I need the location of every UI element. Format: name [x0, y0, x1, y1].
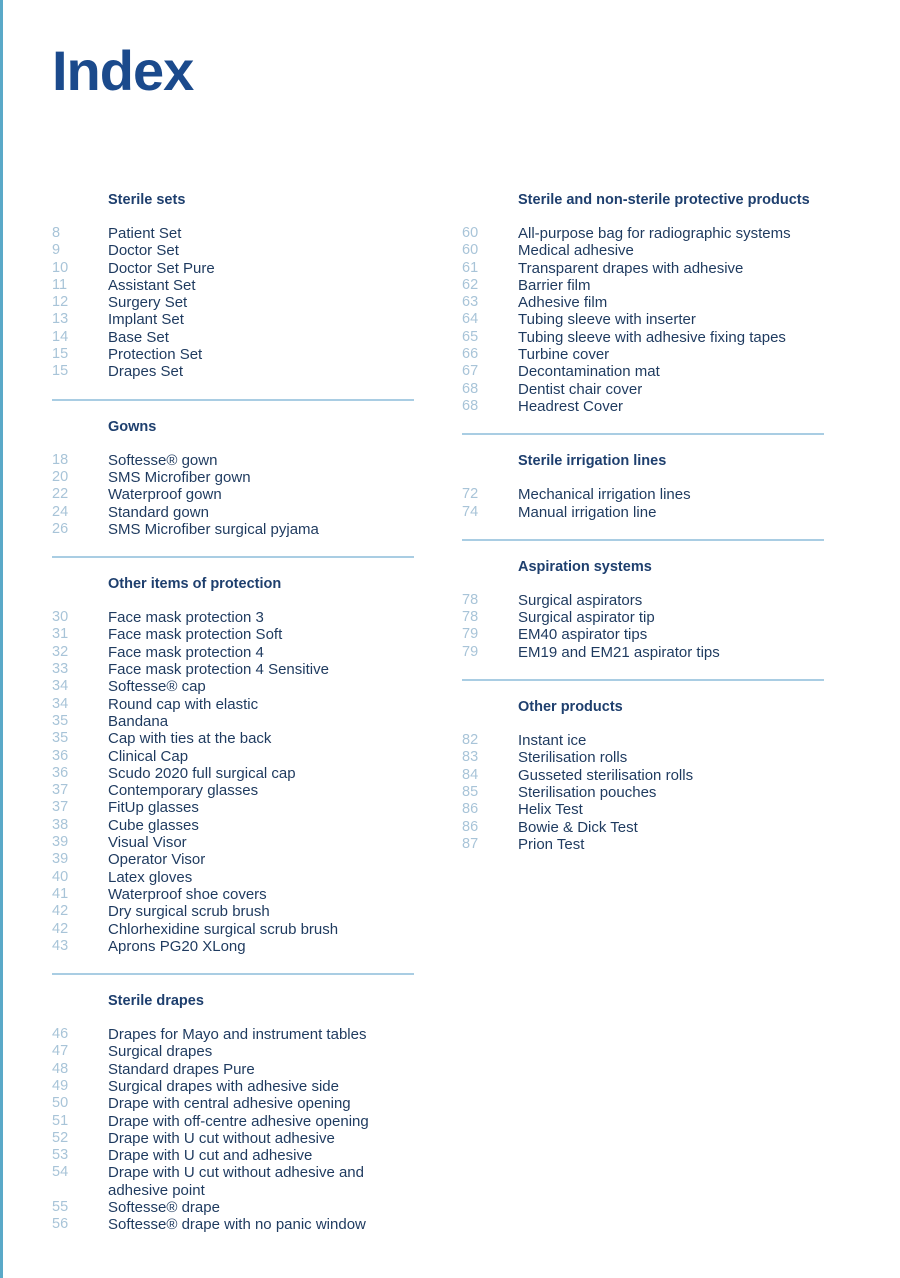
entry-label: Waterproof gown: [108, 486, 222, 504]
entry-label: EM40 aspirator tips: [518, 626, 648, 644]
entry-label: Waterproof shoe covers: [108, 885, 267, 903]
entry-label: Base Set: [108, 328, 169, 346]
index-entry[interactable]: [462, 819, 824, 836]
entry-page-number: 78: [462, 609, 479, 626]
entry-page-number: 84: [462, 766, 479, 783]
index-entry[interactable]: [462, 749, 824, 766]
index-entry[interactable]: [52, 678, 414, 695]
entry-label: Bandana: [108, 712, 169, 730]
entry-page-number: 78: [462, 591, 479, 608]
entry-page-number: 18: [52, 451, 69, 468]
entry-page-number: 51: [52, 1112, 69, 1129]
entry-label: Doctor Set Pure: [108, 259, 215, 277]
entry-label: Turbine cover: [518, 346, 610, 364]
index-entry[interactable]: [52, 748, 414, 765]
index-entry[interactable]: [462, 294, 824, 311]
index-entry[interactable]: [52, 1078, 414, 1095]
index-section: [462, 697, 824, 853]
entry-page-number: 60: [462, 225, 479, 241]
entry-label: Barrier film: [518, 276, 591, 294]
entry-page-number: 61: [462, 259, 479, 276]
index-entry[interactable]: [462, 363, 824, 380]
entry-page-number: 74: [462, 503, 479, 520]
entry-label: Softesse® cap: [108, 678, 206, 696]
entry-label: Clinical Cap: [108, 747, 189, 765]
index-entry[interactable]: [52, 1130, 414, 1147]
index-entry[interactable]: [52, 609, 414, 626]
index-entry[interactable]: [52, 452, 414, 469]
index-entry[interactable]: [462, 836, 824, 853]
entry-page-number: 32: [52, 643, 69, 660]
entry-page-number: 8: [52, 225, 61, 241]
index-section: [52, 574, 414, 955]
section-heading: Sterile irrigation lines: [518, 453, 667, 470]
index-entry[interactable]: [52, 1095, 414, 1112]
entry-label: Implant Set: [108, 311, 184, 329]
index-entry[interactable]: [52, 504, 414, 521]
entry-label: Manual irrigation line: [518, 503, 657, 521]
section-heading: Sterile and non-sterile protective products: [518, 192, 810, 208]
entry-label: Drape with U cut without adhesive and adhesive point: [108, 1164, 364, 1199]
index-entry[interactable]: [462, 486, 824, 503]
index-entry[interactable]: [52, 644, 414, 661]
entry-label: Drape with central adhesive opening: [108, 1095, 351, 1113]
entry-page-number: 37: [52, 799, 69, 816]
entry-label: Dry surgical scrub brush: [108, 903, 270, 921]
entry-page-number: 11: [52, 276, 68, 293]
section-heading: Sterile drapes: [108, 993, 204, 1010]
entry-label: Doctor Set: [108, 242, 179, 260]
index-entry[interactable]: [52, 765, 414, 782]
entry-page-number: 38: [52, 816, 69, 833]
entry-label: Surgical aspirator tip: [518, 609, 655, 627]
section-divider: [462, 433, 824, 435]
index-entry[interactable]: [52, 1147, 414, 1164]
entry-label: Gusseted sterilisation rolls: [518, 766, 694, 784]
entry-page-number: 15: [52, 363, 69, 380]
index-entry[interactable]: [462, 277, 824, 294]
section-divider: [462, 539, 824, 541]
entry-label: Standard drapes Pure: [108, 1060, 255, 1078]
index-entry[interactable]: [52, 260, 414, 277]
index-section: [52, 991, 414, 1234]
entry-page-number: 10: [52, 259, 69, 276]
entry-page-number: 40: [52, 868, 69, 885]
index-entry[interactable]: [52, 817, 414, 834]
index-entry[interactable]: [462, 592, 824, 609]
entry-label: Contemporary glasses: [108, 782, 259, 800]
index-entry[interactable]: [462, 260, 824, 277]
index-entry[interactable]: [52, 1216, 414, 1233]
index-entry[interactable]: [52, 851, 414, 868]
page-edge-stripe: [0, 0, 3, 1278]
entry-label: Latex gloves: [108, 868, 193, 886]
index-entry[interactable]: [52, 921, 414, 938]
index-entry[interactable]: [52, 1043, 414, 1060]
entry-label: Surgical drapes with adhesive side: [108, 1077, 339, 1095]
entry-page-number: 36: [52, 747, 69, 764]
entry-page-number: 20: [52, 468, 69, 485]
entry-page-number: 39: [52, 851, 69, 868]
index-entry[interactable]: [52, 886, 414, 903]
entry-page-number: 64: [462, 311, 479, 328]
entry-label: Face mask protection 4: [108, 643, 264, 661]
entry-page-number: 34: [52, 678, 69, 695]
entry-page-number: 83: [462, 749, 479, 766]
index-entry[interactable]: [462, 225, 824, 242]
entry-page-number: 33: [52, 661, 69, 678]
entry-label: SMS Microfiber surgical pyjama: [108, 520, 319, 538]
entry-label: Drape with U cut without adhesive: [108, 1129, 335, 1147]
entry-label: Chlorhexidine surgical scrub brush: [108, 920, 339, 938]
index-entry[interactable]: [52, 346, 414, 363]
entry-label: Bowie & Dick Test: [518, 818, 638, 836]
entry-label: Medical adhesive: [518, 242, 634, 260]
index-entry[interactable]: [52, 626, 414, 643]
entry-page-number: 26: [52, 520, 69, 537]
entry-page-number: 13: [52, 311, 69, 328]
index-entry[interactable]: [52, 661, 414, 678]
index-entry[interactable]: [52, 903, 414, 920]
index-entry[interactable]: [52, 1061, 414, 1078]
index-entry[interactable]: [462, 609, 824, 626]
entry-page-number: 24: [52, 503, 69, 520]
entry-label: Dentist chair cover: [518, 380, 643, 398]
index-entry[interactable]: [52, 938, 414, 955]
index-entry[interactable]: [52, 834, 414, 851]
index-entry[interactable]: [52, 329, 414, 346]
index-column-left: [52, 190, 414, 1234]
entry-page-number: 46: [52, 1026, 69, 1043]
entry-page-number: 86: [462, 801, 479, 818]
entry-label: Cube glasses: [108, 816, 199, 834]
entry-label: EM19 and EM21 aspirator tips: [518, 643, 720, 661]
entry-page-number: 22: [52, 486, 69, 503]
entry-label: Helix Test: [518, 801, 583, 819]
entry-page-number: 60: [462, 242, 479, 259]
entry-label: Scudo 2020 full surgical cap: [108, 764, 296, 782]
entry-label: Surgical drapes: [108, 1043, 213, 1061]
index-entry[interactable]: [462, 329, 824, 346]
index-entry[interactable]: [52, 294, 414, 311]
entry-page-number: 85: [462, 783, 479, 800]
entry-page-number: 56: [52, 1216, 69, 1233]
section-divider: [462, 679, 824, 681]
index-entry[interactable]: [52, 363, 414, 380]
index-entry[interactable]: [52, 1026, 414, 1043]
entry-label: Drapes for Mayo and instrument tables: [108, 1026, 367, 1044]
entry-label: Mechanical irrigation lines: [518, 486, 691, 504]
entry-page-number: 79: [462, 643, 479, 660]
index-entry[interactable]: [462, 504, 824, 521]
section-heading: Other products: [518, 699, 623, 716]
entry-page-number: 15: [52, 346, 69, 363]
entry-page-number: 30: [52, 609, 69, 626]
index-entry[interactable]: [52, 782, 414, 799]
index-entry[interactable]: [52, 730, 414, 747]
entry-label: Tubing sleeve with adhesive fixing tapes: [518, 328, 786, 346]
entry-label: Instant ice: [518, 732, 587, 750]
section-divider: [52, 556, 414, 558]
index-entry[interactable]: [462, 398, 824, 415]
entry-page-number: 14: [52, 328, 69, 345]
entry-page-number: 53: [52, 1147, 69, 1164]
entry-label: Headrest Cover: [518, 397, 624, 415]
entry-page-number: 79: [462, 626, 479, 643]
entry-label: Tubing sleeve with inserter: [518, 311, 696, 329]
index-entry[interactable]: [462, 311, 824, 328]
index-entry[interactable]: [52, 277, 414, 294]
entry-label: Patient Set: [108, 225, 182, 242]
index-entry[interactable]: [462, 242, 824, 259]
index-section: [52, 417, 414, 538]
entry-page-number: 67: [462, 363, 479, 380]
entry-page-number: 35: [52, 730, 69, 747]
section-heading: Gowns: [108, 418, 157, 435]
section-heading: Sterile sets: [108, 192, 186, 208]
entry-page-number: 42: [52, 920, 69, 937]
entry-label: Face mask protection 3: [108, 609, 264, 627]
index-entry[interactable]: [52, 1199, 414, 1216]
entry-label: SMS Microfiber gown: [108, 468, 251, 486]
entry-label: Prion Test: [518, 835, 585, 853]
entry-label: Softesse® drape with no panic window: [108, 1216, 366, 1234]
index-entry[interactable]: [52, 521, 414, 538]
index-entry[interactable]: [462, 767, 824, 784]
entry-page-number: 54: [52, 1164, 69, 1181]
entry-page-number: 68: [462, 397, 479, 414]
entry-page-number: 52: [52, 1129, 69, 1146]
entry-label: Drape with U cut and adhesive: [108, 1147, 313, 1165]
index-entry[interactable]: [52, 1113, 414, 1130]
entry-label: Face mask protection 4 Sensitive: [108, 661, 329, 679]
entry-label: Softesse® gown: [108, 451, 218, 469]
index-section: [52, 190, 414, 381]
entry-label: Cap with ties at the back: [108, 730, 272, 748]
entry-label: Drapes Set: [108, 363, 184, 381]
entry-page-number: 43: [52, 937, 69, 954]
entry-page-number: 63: [462, 294, 479, 311]
entry-page-number: 50: [52, 1095, 69, 1112]
index-entry[interactable]: [52, 869, 414, 886]
entry-page-number: 42: [52, 903, 69, 920]
entry-label: Surgery Set: [108, 294, 188, 312]
index-entry[interactable]: [462, 784, 824, 801]
entry-page-number: 47: [52, 1043, 69, 1060]
entry-label: Round cap with elastic: [108, 695, 259, 713]
entry-page-number: 82: [462, 732, 479, 749]
entry-label: Face mask protection Soft: [108, 626, 283, 644]
section-divider: [52, 973, 414, 975]
entry-page-number: 86: [462, 818, 479, 835]
entry-label: Visual Visor: [108, 834, 187, 852]
entry-label: Surgical aspirators: [518, 591, 643, 609]
index-entry[interactable]: [462, 801, 824, 818]
index-column-right: [462, 190, 824, 853]
index-entry[interactable]: [52, 1164, 414, 1199]
index-entry[interactable]: [462, 346, 824, 363]
entry-label: Sterilisation rolls: [518, 749, 628, 767]
entry-page-number: 9: [52, 242, 61, 259]
index-entry[interactable]: [462, 732, 824, 749]
section-heading: Other items of protection: [108, 576, 282, 593]
entry-label: Sterilisation pouches: [518, 783, 657, 801]
entry-label: Transparent drapes with adhesive: [518, 259, 744, 277]
page-title: Index: [52, 39, 194, 102]
entry-page-number: 55: [52, 1199, 69, 1216]
section-heading: Aspiration systems: [518, 558, 652, 575]
entry-page-number: 37: [52, 782, 69, 799]
index-entry[interactable]: [462, 644, 824, 661]
section-divider: [52, 399, 414, 401]
entry-page-number: 87: [462, 835, 479, 852]
entry-label: Protection Set: [108, 346, 203, 364]
index-entry[interactable]: [52, 713, 414, 730]
entry-page-number: 12: [52, 294, 69, 311]
entry-page-number: 41: [52, 885, 69, 902]
index-entry[interactable]: [52, 469, 414, 486]
entry-page-number: 34: [52, 695, 69, 712]
entry-label: Assistant Set: [108, 276, 196, 294]
entry-page-number: 66: [462, 346, 479, 363]
index-entry[interactable]: [52, 486, 414, 503]
entry-label: Decontamination mat: [518, 363, 660, 381]
entry-label: All-purpose bag for radiographic systems: [518, 225, 791, 242]
index-section: [462, 451, 824, 521]
index-entry[interactable]: [52, 242, 414, 259]
entry-page-number: 62: [462, 276, 479, 293]
index-section: [462, 190, 824, 415]
entry-label: FitUp glasses: [108, 799, 199, 817]
index-entry[interactable]: [52, 225, 414, 242]
entry-page-number: 48: [52, 1060, 69, 1077]
entry-page-number: 68: [462, 380, 479, 397]
entry-page-number: 65: [462, 328, 479, 345]
entry-label: Drape with off-centre adhesive opening: [108, 1112, 369, 1130]
entry-label: Standard gown: [108, 503, 209, 521]
entry-page-number: 36: [52, 764, 69, 781]
entry-page-number: 31: [52, 626, 69, 643]
entry-page-number: 39: [52, 834, 69, 851]
entry-page-number: 35: [52, 712, 69, 729]
index-entry[interactable]: [462, 626, 824, 643]
entry-label: Operator Visor: [108, 851, 206, 869]
index-section: [462, 557, 824, 661]
index-entry[interactable]: [52, 799, 414, 816]
entry-label: Softesse® drape: [108, 1199, 220, 1217]
entry-page-number: 49: [52, 1077, 69, 1094]
index-entry[interactable]: [462, 381, 824, 398]
entry-label: Aprons PG20 XLong: [108, 937, 246, 955]
index-entry[interactable]: [52, 696, 414, 713]
entry-page-number: 72: [462, 486, 479, 503]
entry-label: Adhesive film: [518, 294, 608, 312]
index-entry[interactable]: [52, 311, 414, 328]
